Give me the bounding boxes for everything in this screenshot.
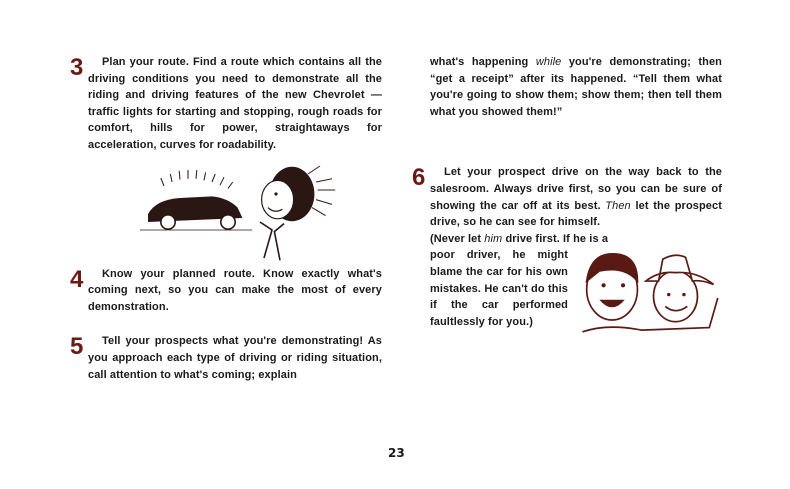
cont-italic: while xyxy=(535,56,562,68)
section-3-body: Plan your route. Find a route which contains all the driving conditions you need to demonstrate all the riding and driving features of the new Chevrolet — traffic lights for starting and stopping, rough roads for comfort, hills for power, straightaways for acceleration, curves for roadability. xyxy=(88,56,382,151)
s6-text-d: drive first. If he is a xyxy=(502,232,609,245)
section-4-body: Know your planned route. Know exactly what's coming next, so you can make the most of every demonstration. xyxy=(88,267,382,313)
right-column xyxy=(412,54,722,349)
car-salesman-illustration xyxy=(115,158,365,262)
section-4-text xyxy=(88,266,382,316)
section-6-content xyxy=(430,164,722,349)
section-5-continuation xyxy=(430,54,722,120)
s6-text-b: let the prospect drive, so he can see for himself. xyxy=(430,199,722,229)
section-6-text xyxy=(430,164,722,230)
section-3-text xyxy=(88,54,382,154)
section-5-text xyxy=(88,333,382,383)
section-6-aside xyxy=(430,231,722,248)
s6-text-a: Let your prospect drive on the way back to the salesroom. Always drive first, so you can be sure of showing the car off at its best. xyxy=(430,166,722,212)
section-number-4: 4 xyxy=(70,265,84,293)
s6-italic-then: Then xyxy=(605,199,631,212)
section-3 xyxy=(70,54,382,154)
cont-text-a: what's happening xyxy=(430,56,536,68)
section-number-5: 5 xyxy=(70,333,84,361)
section-5-body: Tell your prospects what you're demonstrating! As you approach each type of driving or riding situation, call attention to what's coming; explain xyxy=(88,335,382,381)
cont-text-b: you're demonstrating; then “get a receipt” after its happened. “Tell them what you're going to show them; show them; then tell them what you showed them!” xyxy=(430,56,722,118)
section-6 xyxy=(412,164,722,349)
section-5 xyxy=(70,333,382,383)
section-number-6: 6 xyxy=(412,164,426,192)
s6-italic-him: him xyxy=(484,232,503,245)
two-men-illustration xyxy=(574,247,722,349)
section-number-3: 3 xyxy=(70,54,84,81)
section-6-bottom-row xyxy=(430,247,722,349)
left-column xyxy=(70,54,382,383)
page-number: 23 xyxy=(388,446,405,460)
section-6-narrow: poor driver, he might blame the car for his own mistakes. He can't do this if the car performed faultlessly for you.) xyxy=(430,249,568,328)
s6-text-c: (Never let xyxy=(430,232,485,245)
section-4 xyxy=(70,266,382,316)
